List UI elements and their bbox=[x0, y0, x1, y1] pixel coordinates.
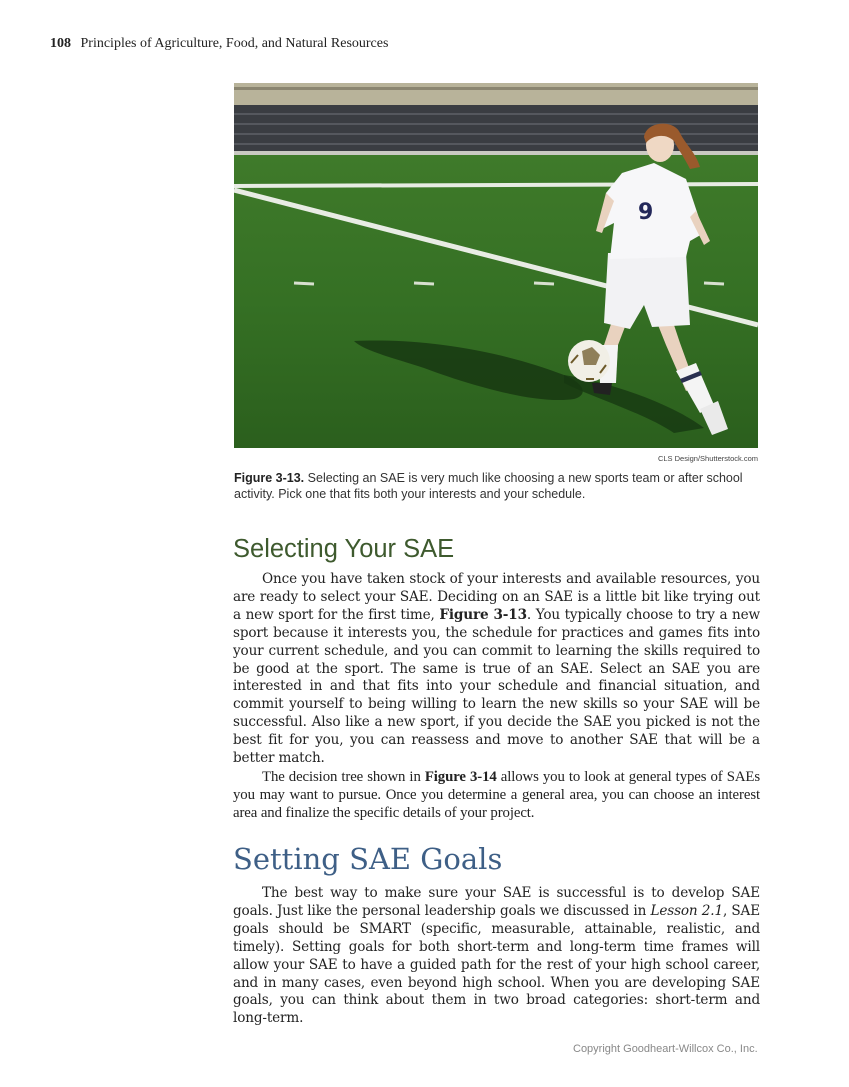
page-number: 108 bbox=[50, 36, 71, 51]
paragraph-selecting-2 bbox=[233, 769, 760, 823]
copyright-notice: Copyright Goodheart-Willcox Co., Inc. bbox=[573, 1043, 758, 1055]
paragraph-text: , SAE goals should be SMART (specific, measurable, attainable, realistic, and timely). Setting goals for both short-term and long-term time frames will allow your SAE to have a guided path for the rest of your high school career, and in many cases, even beyond high school. When you are developing SAE goals, you can think about them in two broad categories: short-term and long-term. bbox=[233, 902, 760, 1027]
section-heading-goals: Setting SAE Goals bbox=[233, 842, 503, 876]
jersey-number: 9 bbox=[638, 200, 654, 225]
paragraph-text: The best way to make sure your SAE is successful is to develop SAE goals. Just like the personal leadership goals we discussed in bbox=[233, 885, 760, 919]
caption-label: Figure 3-13. bbox=[234, 471, 305, 485]
figure-photo-soccer-player bbox=[234, 83, 758, 448]
figure-caption bbox=[234, 470, 758, 502]
paragraph-text: . You typically choose to try a new sport because it interests you, the schedule for practices and games fits into your current schedule, and you can commit to learning the skills required to be good at the sport. The same is true of an SAE. Select an SAE you are interested in and that fits into your schedule and financial situation, and commit yourself to being willing to learn the new skills so your SAE will be successful. Also like a new sport, if you decide the SAE you picked is not the best fit for you, you can reassess and move to another SAE that will be a better match. bbox=[233, 606, 761, 767]
paragraph-goals-1 bbox=[233, 885, 760, 1028]
photo-credit: CLS Design/Shutterstock.com bbox=[657, 454, 758, 463]
caption-text: Selecting an SAE is very much like choosing a new sports team or after school activity. Pick one that fits both your interests and your schedule. bbox=[234, 471, 743, 501]
paragraph-text: Once you have taken stock of your interests and available resources, you are ready to select your SAE. Deciding on an SAE is a little bit like trying out a new sport for the first time, bbox=[233, 571, 760, 623]
running-head bbox=[50, 36, 388, 52]
soccer-photo-illustration bbox=[234, 83, 758, 448]
figure-reference-link[interactable]: Figure 3-13 bbox=[439, 606, 527, 623]
paragraph-text: allows you to look at general types of SAEs you may want to pursue. Once you determine a general area, you can choose an interest area and finalize the specific details of your project. bbox=[233, 769, 761, 821]
paragraph-text: The decision tree shown in bbox=[262, 769, 425, 785]
book-title: Principles of Agriculture, Food, and Natural Resources bbox=[80, 36, 389, 51]
section-heading-selecting: Selecting Your SAE bbox=[233, 535, 455, 563]
lesson-reference-link[interactable]: Lesson 2.1 bbox=[650, 902, 723, 919]
figure-reference-link[interactable]: Figure 3-14 bbox=[424, 769, 497, 785]
paragraph-selecting-1 bbox=[233, 571, 760, 768]
